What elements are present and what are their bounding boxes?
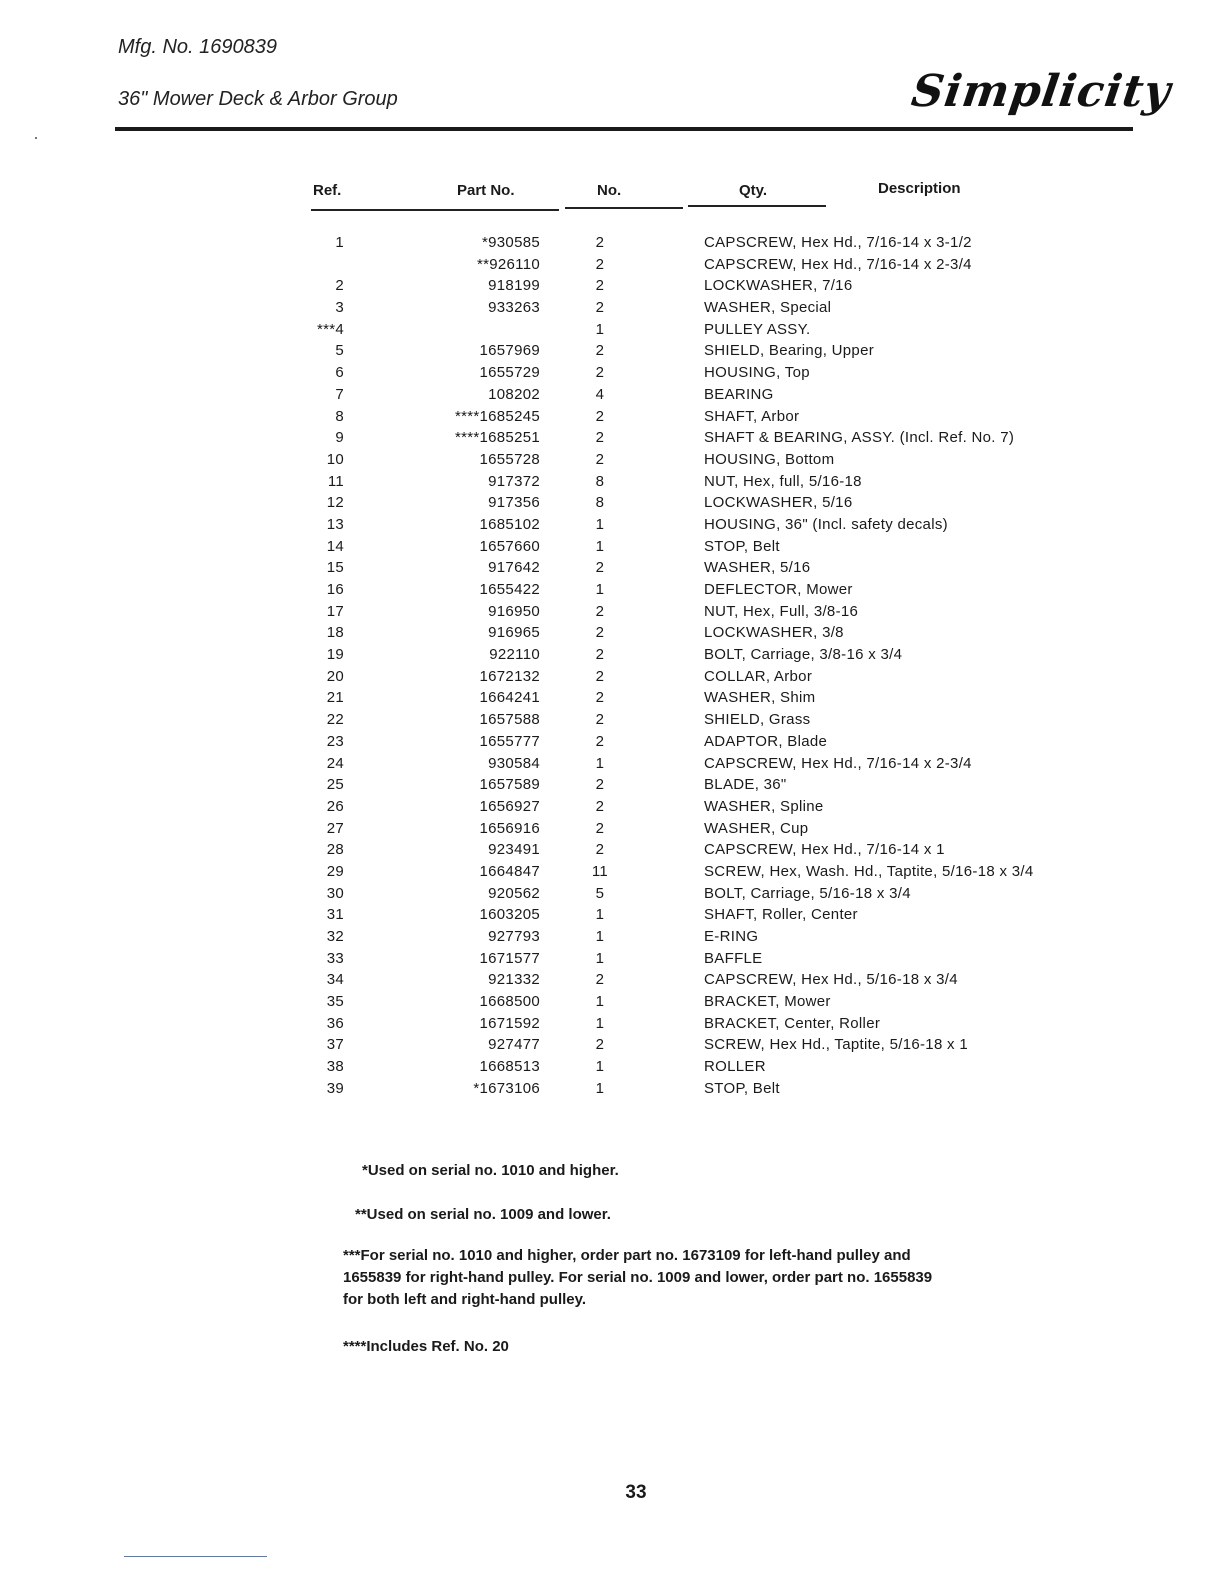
page-number: 33: [625, 1482, 647, 1503]
quantity-cell: 1: [595, 949, 605, 967]
table-row: [0, 1015, 1224, 1037]
description-cell: PULLEY ASSY.: [704, 320, 811, 338]
part-number-cell: *1673106: [473, 1079, 540, 1097]
part-number-cell: 917372: [488, 472, 540, 490]
description-cell: BLADE, 36": [704, 776, 787, 794]
ref-cell: 27: [326, 819, 344, 837]
description-cell: BAFFLE: [704, 949, 763, 967]
quantity-cell: 2: [595, 711, 605, 729]
ref-cell: 34: [326, 971, 344, 989]
table-row: [0, 429, 1224, 451]
part-number-cell: 921332: [488, 971, 540, 989]
table-row: [0, 408, 1224, 430]
quantity-cell: 1: [595, 1058, 605, 1076]
part-number-cell: 1668500: [479, 993, 540, 1011]
ref-cell: 6: [335, 364, 344, 382]
description-cell: HOUSING, Top: [704, 364, 810, 382]
ref-cell: 32: [326, 928, 344, 945]
header-underline-left: [311, 209, 559, 211]
quantity-cell: 8: [595, 472, 605, 490]
quantity-cell: 1: [595, 993, 605, 1011]
ref-cell: 24: [326, 754, 344, 772]
mfg-number: Mfg. No. 1690839: [118, 36, 277, 58]
ref-cell: 11: [327, 472, 344, 490]
description-cell: BOLT, Carriage, 5/16-18 x 3/4: [704, 884, 911, 902]
part-number-cell: 1656916: [479, 819, 540, 837]
description-cell: WASHER, 5/16: [704, 559, 811, 577]
ref-cell: 16: [326, 581, 344, 598]
quantity-cell: 2: [595, 689, 605, 707]
table-row: [0, 950, 1224, 972]
part-number-cell: 1671577: [479, 949, 540, 967]
part-number-cell: 1655729: [479, 364, 540, 382]
description-cell: STOP, Belt: [704, 1079, 780, 1097]
quantity-cell: 1: [595, 515, 605, 533]
quantity-cell: 2: [595, 797, 605, 815]
part-number-cell: 1603205: [479, 906, 540, 924]
description-cell: WASHER, Special: [704, 299, 832, 317]
quantity-cell: 2: [595, 732, 605, 750]
table-row: [0, 538, 1224, 560]
quantity-cell: 2: [595, 407, 605, 425]
part-number-cell: 1664847: [479, 862, 540, 880]
ref-cell: 37: [326, 1036, 344, 1054]
parts-table: [0, 234, 1224, 1102]
ref-cell: 8: [335, 407, 344, 425]
table-row: [0, 971, 1224, 993]
ref-cell: ***4: [316, 320, 344, 338]
quantity-cell: 2: [595, 819, 605, 837]
part-number-cell: 917356: [488, 494, 540, 512]
ref-cell: 20: [326, 667, 344, 685]
ref-cell: 33: [326, 949, 344, 967]
description-cell: CAPSCREW, Hex Hd., 5/16-18 x 3/4: [704, 971, 958, 989]
description-cell: WASHER, Shim: [704, 689, 816, 707]
header-rule: [115, 127, 1133, 131]
col-header-no: No.: [597, 182, 622, 199]
description-cell: BRACKET, Center, Roller: [704, 1014, 881, 1032]
ref-cell: 35: [326, 993, 344, 1011]
quantity-cell: 2: [595, 255, 605, 273]
quantity-cell: 2: [595, 646, 605, 664]
part-number-cell: 933263: [488, 299, 540, 317]
ref-cell: 21: [326, 689, 344, 707]
table-row: [0, 516, 1224, 538]
description-cell: STOP, Belt: [704, 537, 780, 555]
description-cell: LOCKWASHER, 7/16: [704, 277, 853, 295]
description-cell: SHIELD, Grass: [704, 711, 811, 729]
header-underline-mid: [565, 207, 683, 209]
ref-cell: 26: [326, 797, 344, 815]
table-row: [0, 277, 1224, 299]
ref-cell: 31: [326, 906, 344, 924]
ref-cell: 13: [326, 515, 344, 533]
table-row: [0, 603, 1224, 625]
description-cell: E-RING: [704, 928, 759, 945]
ref-cell: 22: [326, 711, 344, 729]
part-number-cell: 1657969: [479, 342, 540, 360]
ref-cell: 10: [326, 450, 344, 468]
description-cell: LOCKWASHER, 3/8: [704, 624, 844, 642]
quantity-cell: 2: [595, 277, 605, 295]
quantity-cell: 2: [595, 776, 605, 794]
table-row: [0, 820, 1224, 842]
table-row: [0, 733, 1224, 755]
description-cell: NUT, Hex, full, 5/16-18: [704, 472, 862, 490]
header-underline-right: [688, 205, 826, 207]
part-number-cell: 1657589: [479, 776, 540, 794]
ref-cell: 29: [326, 862, 344, 880]
quantity-cell: 1: [595, 906, 605, 924]
part-number-cell: 930584: [488, 754, 540, 772]
description-cell: SHAFT & BEARING, ASSY. (Incl. Ref. No. 7): [704, 429, 1015, 447]
quantity-cell: 2: [595, 299, 605, 317]
ref-cell: 36: [326, 1014, 344, 1032]
col-header-qty: Qty.: [739, 182, 768, 199]
quantity-cell: 1: [595, 1079, 605, 1097]
scan-speck: [35, 137, 37, 139]
description-cell: ROLLER: [704, 1058, 766, 1076]
part-number-cell: *930585: [482, 234, 540, 251]
quantity-cell: 2: [595, 429, 605, 447]
part-number-cell: 922110: [489, 646, 540, 664]
quantity-cell: 11: [591, 862, 609, 880]
part-number-cell: 1668513: [479, 1058, 540, 1076]
part-number-cell: 1671592: [479, 1014, 540, 1032]
quantity-cell: 2: [595, 602, 605, 620]
description-cell: ADAPTOR, Blade: [704, 732, 828, 750]
description-cell: CAPSCREW, Hex Hd., 7/16-14 x 2-3/4: [704, 754, 972, 772]
part-number-cell: **926110: [476, 255, 540, 273]
quantity-cell: 1: [595, 581, 605, 598]
description-cell: COLLAR, Arbor: [704, 667, 813, 685]
table-row: [0, 928, 1224, 950]
ref-cell: 7: [335, 385, 344, 403]
ref-cell: 25: [326, 776, 344, 794]
quantity-cell: 5: [595, 884, 605, 902]
description-cell: HOUSING, Bottom: [704, 450, 835, 468]
part-number-cell: 917642: [488, 559, 540, 577]
part-number-cell: 1655777: [479, 732, 540, 750]
quantity-cell: 1: [595, 537, 605, 555]
ref-cell: 3: [335, 299, 344, 317]
table-row: [0, 494, 1224, 516]
part-number-cell: 1672132: [479, 667, 540, 685]
description-cell: SCREW, Hex, Wash. Hd., Taptite, 5/16-18 x 3/4: [704, 862, 1034, 880]
table-row: [0, 1080, 1224, 1102]
table-row: [0, 299, 1224, 321]
table-row: [0, 646, 1224, 668]
description-cell: CAPSCREW, Hex Hd., 7/16-14 x 2-3/4: [704, 255, 972, 273]
ref-cell: 23: [326, 732, 344, 750]
table-row: [0, 321, 1224, 343]
table-row: [0, 863, 1224, 885]
table-row: [0, 1036, 1224, 1058]
ref-cell: 39: [326, 1079, 344, 1097]
ref-cell: 28: [326, 841, 344, 859]
ref-cell: 1: [335, 234, 344, 251]
table-row: [0, 689, 1224, 711]
quantity-cell: 2: [595, 342, 605, 360]
part-number-cell: 920562: [488, 884, 540, 902]
quantity-cell: 2: [595, 1036, 605, 1054]
ref-cell: 19: [326, 646, 344, 664]
part-number-cell: 1655422: [479, 581, 540, 598]
part-number-cell: 918199: [488, 277, 540, 295]
part-number-cell: 916950: [488, 602, 540, 620]
part-number-cell: 1655728: [479, 450, 540, 468]
quantity-cell: 1: [595, 320, 605, 338]
quantity-cell: 2: [595, 364, 605, 382]
ref-cell: 14: [326, 537, 344, 555]
part-number-cell: 927477: [488, 1036, 540, 1054]
table-row: [0, 364, 1224, 386]
table-row: [0, 711, 1224, 733]
ref-cell: 17: [326, 602, 344, 620]
quantity-cell: 2: [595, 559, 605, 577]
description-cell: DEFLECTOR, Mower: [704, 581, 853, 598]
ref-cell: 30: [326, 884, 344, 902]
col-header-description: Description: [878, 180, 961, 197]
col-header-part-no: Part No.: [457, 182, 515, 199]
table-row: [0, 1058, 1224, 1080]
quantity-cell: 8: [595, 494, 605, 512]
table-row: [0, 473, 1224, 495]
quantity-cell: 2: [595, 234, 605, 251]
part-number-cell: 927793: [488, 928, 540, 945]
description-cell: BRACKET, Mower: [704, 993, 831, 1011]
ref-cell: 5: [335, 342, 344, 360]
table-row: [0, 906, 1224, 928]
table-row: [0, 451, 1224, 473]
col-header-ref: Ref.: [313, 182, 342, 199]
quantity-cell: 1: [595, 928, 605, 945]
quantity-cell: 1: [595, 754, 605, 772]
description-cell: HOUSING, 36" (Incl. safety decals): [704, 515, 948, 533]
ref-cell: 9: [335, 429, 344, 447]
ref-cell: 18: [326, 624, 344, 642]
description-cell: SCREW, Hex Hd., Taptite, 5/16-18 x 1: [704, 1036, 968, 1054]
part-number-cell: ****1685245: [454, 407, 540, 425]
part-number-cell: 1656927: [479, 797, 540, 815]
table-row: [0, 755, 1224, 777]
description-cell: CAPSCREW, Hex Hd., 7/16-14 x 3-1/2: [704, 234, 972, 251]
footnote-4: ****Includes Ref. No. 20: [343, 1338, 509, 1355]
part-number-cell: ****1685251: [454, 429, 540, 447]
footnote-1: *Used on serial no. 1010 and higher.: [362, 1162, 619, 1179]
quantity-cell: 4: [595, 385, 605, 403]
table-row: [0, 386, 1224, 408]
description-cell: SHAFT, Arbor: [704, 407, 800, 425]
footnote-2: **Used on serial no. 1009 and lower.: [355, 1206, 611, 1223]
part-number-cell: 108202: [488, 385, 540, 403]
description-cell: LOCKWASHER, 5/16: [704, 494, 853, 512]
part-number-cell: 1657660: [479, 537, 540, 555]
quantity-cell: 2: [595, 667, 605, 685]
part-number-cell: 1664241: [479, 689, 540, 707]
ref-cell: 15: [326, 559, 344, 577]
part-number-cell: 1685102: [479, 515, 540, 533]
part-number-cell: 916965: [488, 624, 540, 642]
description-cell: CAPSCREW, Hex Hd., 7/16-14 x 1: [704, 841, 945, 859]
part-number-cell: 923491: [488, 841, 540, 859]
ref-cell: 12: [326, 494, 344, 512]
description-cell: SHAFT, Roller, Center: [704, 906, 858, 924]
quantity-cell: 2: [595, 841, 605, 859]
table-row: [0, 342, 1224, 364]
table-row: [0, 993, 1224, 1015]
ref-cell: 38: [326, 1058, 344, 1076]
footer-line: [124, 1556, 267, 1557]
quantity-cell: 2: [595, 624, 605, 642]
table-row: [0, 776, 1224, 798]
quantity-cell: 1: [595, 1014, 605, 1032]
table-row: [0, 581, 1224, 603]
description-cell: BEARING: [704, 385, 774, 403]
brand-logo: Simplicity: [908, 66, 1175, 117]
group-title: 36" Mower Deck & Arbor Group: [118, 88, 398, 110]
table-row: [0, 624, 1224, 646]
description-cell: BOLT, Carriage, 3/8-16 x 3/4: [704, 646, 903, 664]
part-number-cell: 1657588: [479, 711, 540, 729]
table-row: [0, 234, 1224, 256]
table-row: [0, 668, 1224, 690]
quantity-cell: 2: [595, 971, 605, 989]
quantity-cell: 2: [595, 450, 605, 468]
footnote-3: ***For serial no. 1010 and higher, order part no. 1673109 for left-hand pulley and 1655839 for right-hand pulley. For serial no. 1009 and lower, order part no. 1655839 for both left and right-hand pulley.: [343, 1247, 933, 1308]
description-cell: SHIELD, Bearing, Upper: [704, 342, 875, 360]
table-row: [0, 559, 1224, 581]
table-row: [0, 841, 1224, 863]
table-row: [0, 885, 1224, 907]
description-cell: WASHER, Spline: [704, 797, 824, 815]
table-row: [0, 798, 1224, 820]
ref-cell: 2: [335, 277, 344, 295]
description-cell: NUT, Hex, Full, 3/8-16: [704, 602, 859, 620]
table-row: [0, 256, 1224, 278]
description-cell: WASHER, Cup: [704, 819, 809, 837]
